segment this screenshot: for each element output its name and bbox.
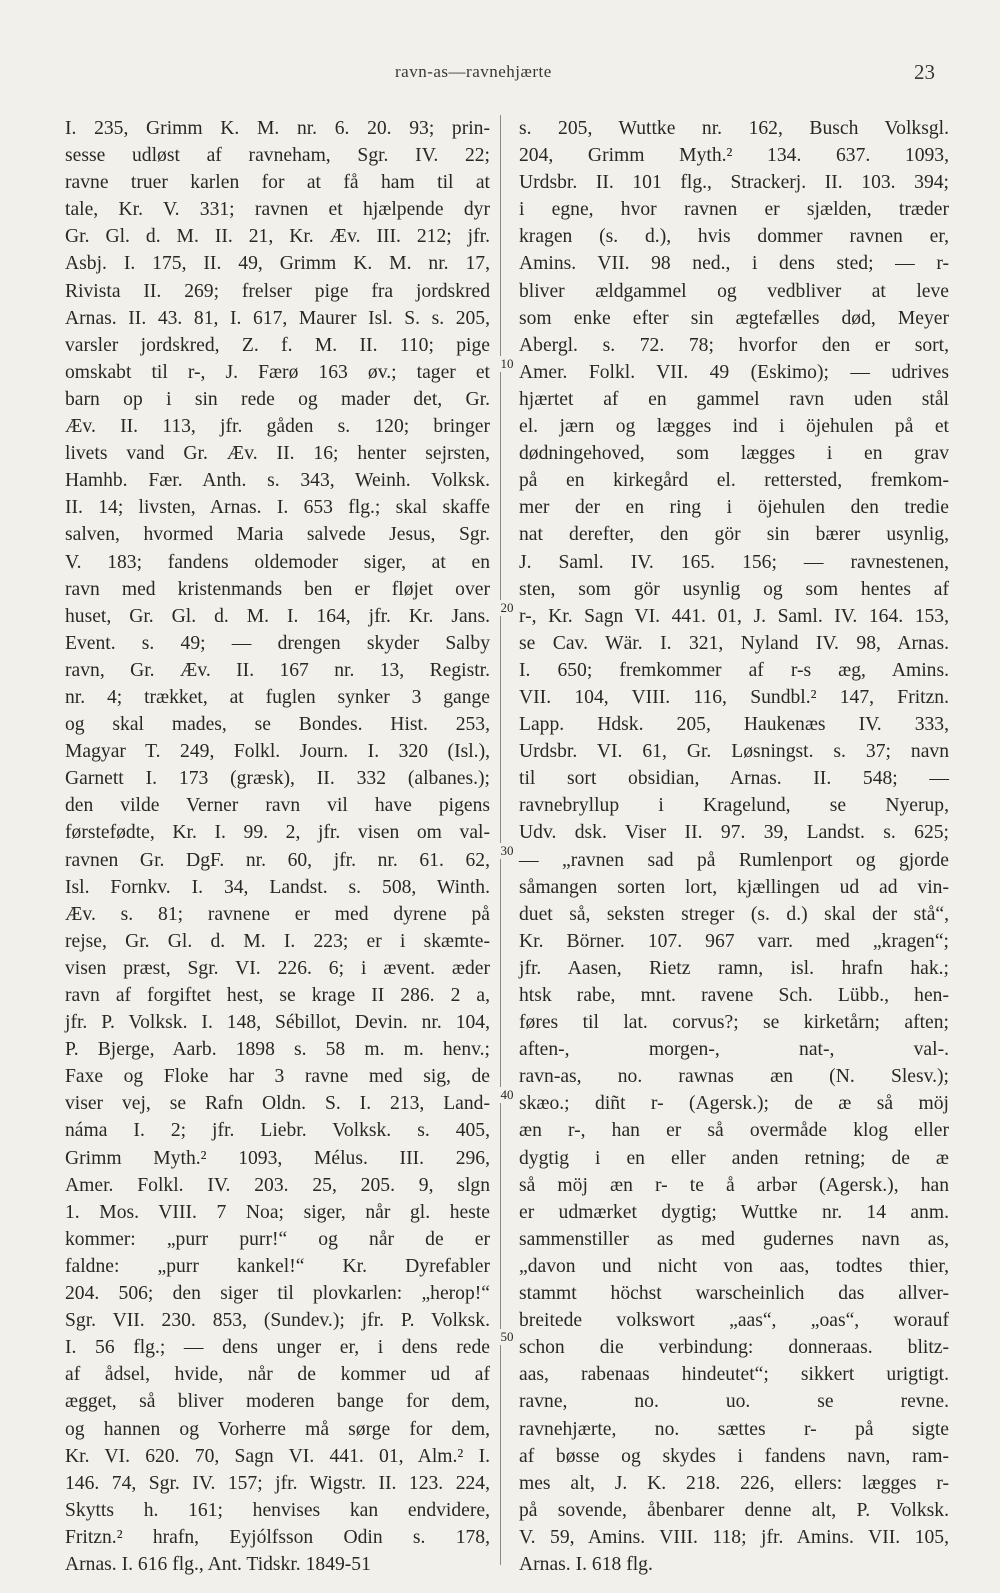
text-line: af ådsel, hvide, når de kommer ud af [65, 1364, 490, 1386]
text-line: æn r-, han er så overmåde klog eller [519, 1120, 949, 1142]
text-line: Kr. VI. 620. 70, Sagn VI. 441. 01, Alm.² I. [65, 1445, 490, 1467]
text-line: kommer: „purr purr!“ og når de er [65, 1228, 490, 1250]
text-line: — „ravnen sad på Rumlenport og gjorde [519, 849, 949, 871]
text-line: mer der en ring i öjehulen den tredie [519, 497, 949, 519]
text-line: viser vej, se Rafn Oldn. S. I. 213, Land- [65, 1093, 490, 1115]
text-line: barn op i sin rede og mader det, Gr. [65, 388, 490, 410]
text-line: er udmærket dygtig; Wuttke nr. 14 anm. [519, 1201, 949, 1223]
text-line: tale, Kr. V. 331; ravnen et hjælpende dyr [65, 199, 490, 221]
text-line: s. 205, Wuttke nr. 162, Busch Volksgl. [519, 118, 949, 139]
text-line: VII. 104, VIII. 116, Sundbl.² 147, Fritzn. [519, 686, 949, 708]
text-line: bliver ældgammel og vedbliver at leve [519, 280, 949, 302]
text-line: hjærtet af en gammel ravn uden stål [519, 388, 949, 410]
text-line: ravn-as, no. rawnas æn (N. Slesv.); [519, 1066, 949, 1088]
text-line: dygtig i en eller anden retning; de æ [519, 1147, 949, 1169]
text-line: r-, Kr. Sagn VI. 441. 01, J. Saml. IV. 164. 153, [519, 605, 949, 627]
text-line: føres til lat. corvus?; se kirketårn; aften; [519, 1012, 949, 1034]
text-line: ravn med kristenmands ben er fløjet over [65, 578, 490, 600]
text-line: V. 183; fandens oldemoder siger, at en [65, 551, 490, 573]
text-line: Lapp. Hdsk. 205, Haukenæs IV. 333, [519, 714, 949, 736]
text-line: Isl. Fornkv. I. 34, Landst. s. 508, Winth. [65, 876, 490, 898]
text-line: Skytts h. 161; henvises kan endvidere, [65, 1499, 490, 1521]
text-line: visen præst, Sgr. VI. 226. 6; i ævent. æder [65, 957, 490, 979]
text-line: htsk rabe, mnt. ravene Sch. Lübb., hen- [519, 985, 949, 1006]
text-line: breitede volkswort „aas“, „oas“, worauf [519, 1310, 949, 1332]
text-line: Amer. Folkl. IV. 203. 25, 205. 9, slgn [65, 1174, 490, 1196]
text-line: Gr. Gl. d. M. II. 21, Kr. Æv. III. 212; jfr. [65, 226, 490, 248]
text-line: 146. 74, Sgr. IV. 157; jfr. Wigstr. II. 123. 224, [65, 1472, 490, 1494]
text-line: kragen (s. d.), hvis dommer ravnen er, [519, 226, 949, 248]
line-number: 40 [494, 1087, 520, 1103]
text-line: Kr. Börner. 107. 967 varr. med „kragen“; [519, 930, 949, 952]
text-line: nr. 4; trækket, at fuglen synker 3 gange [65, 686, 490, 708]
text-line: I. 56 flg.; — dens unger er, i dens rede [65, 1337, 490, 1359]
page-number: 23 [914, 60, 935, 84]
text-line: sesse udløst af ravneham, Sgr. IV. 22; [65, 145, 490, 167]
text-line: ravne truer karlen for at få ham til at [65, 172, 490, 194]
text-line: såmangen sorten lort, kjællingen ud ad vin- [519, 876, 949, 898]
text-line: V. 59, Amins. VIII. 118; jfr. Amins. VII. 105, [519, 1526, 949, 1548]
text-line: ravne, no. uo. se revne. [519, 1391, 949, 1413]
text-line: livets vand Gr. Æv. II. 16; henter sejrsten, [65, 443, 490, 465]
text-line: Hamhb. Fær. Anth. s. 343, Weinh. Volksk. [65, 470, 490, 492]
text-line: ravnen Gr. DgF. nr. 60, jfr. nr. 61. 62, [65, 849, 490, 871]
text-line: førstefødte, Kr. I. 99. 2, jfr. visen om val- [65, 822, 490, 844]
text-line: Arnas. II. 43. 81, I. 617, Maurer Isl. S. s. 205, [65, 307, 490, 329]
text-line: Grimm Myth.² 1093, Mélus. III. 296, [65, 1147, 490, 1169]
text-line: Sgr. VII. 230. 853, (Sundev.); jfr. P. Volksk. [65, 1310, 490, 1332]
text-line: schon die verbindung: donneraas. blitz- [519, 1337, 949, 1359]
text-line: I. 235, Grimm K. M. nr. 6. 20. 93; prin- [65, 118, 490, 139]
text-line: Asbj. I. 175, II. 49, Grimm K. M. nr. 17, [65, 253, 490, 275]
text-line: som enke efter sin ægtefælles død, Meyer [519, 307, 949, 329]
text-line: den vilde Verner ravn vil have pigens [65, 795, 490, 817]
text-line: Abergl. s. 72. 78; hvorfor den er sort, [519, 334, 949, 356]
text-line: så möj æn r- te å arbər (Agersk.), han [519, 1174, 949, 1196]
text-line: P. Bjerge, Aarb. 1898 s. 58 m. m. henv.; [65, 1039, 490, 1061]
text-line: II. 14; livsten, Arnas. I. 653 flg.; skal skaffe [65, 497, 490, 519]
text-line: og hannen og Vorherre må sørge for dem, [65, 1418, 490, 1440]
text-line: omskabt til r-, J. Færø 163 øv.; tager et [65, 361, 490, 383]
text-line: rejse, Gr. Gl. d. M. I. 223; er i skæmte- [65, 930, 490, 952]
text-line: 204, Grimm Myth.² 134. 637. 1093, [519, 145, 949, 167]
text-line: i egne, hvor ravnen er sjælden, træder [519, 199, 949, 221]
text-line: af bøsse og skydes i fandens navn, ram- [519, 1445, 949, 1467]
line-number: 30 [494, 843, 520, 859]
text-line: aften-, morgen-, nat-, val-. [519, 1039, 949, 1061]
right-column [519, 115, 949, 1578]
text-line: ægget, så bliver moderen bange for dem, [65, 1391, 490, 1413]
text-line: Event. s. 49; — drengen skyder Salby [65, 632, 490, 654]
text-line: Faxe og Floke har 3 ravne med sig, de [65, 1066, 490, 1088]
running-title: ravn-as—ravnehjærte [395, 62, 552, 81]
text-line: „davon und nicht von aas, todtes thier, [519, 1255, 949, 1277]
line-number: 50 [494, 1329, 520, 1345]
text-line: huset, Gr. Gl. d. M. I. 164, jfr. Kr. Jans. [65, 605, 490, 627]
text-line: på en kirkegård el. rettersted, fremkom- [519, 470, 949, 492]
text-line: salven, hvormed Maria salvede Jesus, Sgr. [65, 524, 490, 546]
text-line: Æv. II. 113, jfr. gåden s. 120; bringer [65, 416, 490, 438]
text-line: jfr. Aasen, Rietz ramn, isl. hrafn hak.; [519, 957, 949, 979]
text-line: dødningehoved, som lægges i en grav [519, 443, 949, 465]
text-line: duet så, seksten streger (s. d.) skal der stå“, [519, 903, 949, 925]
text-line: Amer. Folkl. VII. 49 (Eskimo); — udrives [519, 361, 949, 383]
text-line: ravnebryllup i Kragelund, se Nyerup, [519, 795, 949, 817]
text-line: 1. Mos. VIII. 7 Noa; siger, når gl. heste [65, 1201, 490, 1223]
text-line: Rivista II. 269; frelser pige fra jordskred [65, 280, 490, 302]
text-line: mes alt, J. K. 218. 226, ellers: lægges r- [519, 1472, 949, 1494]
text-line: faldne: „purr kankel!“ Kr. Dyrefabler [65, 1255, 490, 1277]
text-line: sammenstiller as med gudernes navn as, [519, 1228, 949, 1250]
text-line: sten, som gör usynlig og som hentes af [519, 578, 949, 600]
text-line: på sovende, åbenbarer denne alt, P. Volksk. [519, 1499, 949, 1521]
text-line: skæo.; diñt r- (Agersk.); de æ så möj [519, 1093, 949, 1115]
text-line: 204. 506; den siger til plovkarlen: „herop!“ [65, 1283, 490, 1305]
text-line: stammt höchst warscheinlich das allver- [519, 1283, 949, 1305]
left-column [65, 115, 490, 1578]
text-line: til sort obsidian, Arnas. II. 548; — [519, 768, 949, 790]
text-line: I. 650; fremkommer af r-s æg, Amins. [519, 659, 949, 681]
text-line: varsler jordskred, Z. f. M. II. 110; pige [65, 334, 490, 356]
text-line: aas, rabenaas hindeutet“; sikkert urigtigt. [519, 1364, 949, 1386]
text-line: Æv. s. 81; ravnene er med dyrene på [65, 903, 490, 925]
text-line: nat derefter, den gör sin bærer usynlig, [519, 524, 949, 546]
text-line: Garnett I. 173 (græsk), II. 332 (albanes.); [65, 768, 490, 790]
text-line: Udv. dsk. Viser II. 97. 39, Landst. s. 625; [519, 822, 949, 844]
text-line: jfr. P. Volksk. I. 148, Sébillot, Devin. nr. 104, [65, 1012, 490, 1034]
line-number: 10 [494, 356, 520, 372]
text-line: Urdsbr. II. 101 flg., Strackerj. II. 103. 394; [519, 172, 949, 194]
text-line: Amins. VII. 98 ned., i dens sted; — r- [519, 253, 949, 275]
text-line: Magyar T. 249, Folkl. Journ. I. 320 (Isl.), [65, 741, 490, 763]
text-line: Arnas. I. 618 flg. [519, 1553, 653, 1575]
text-line: el. jærn og lægges ind i öjehulen på et [519, 416, 949, 438]
text-line: og skal mades, se Bondes. Hist. 253, [65, 714, 490, 736]
text-line: ravn af forgiftet hest, se krage II 286. 2 a, [65, 985, 490, 1006]
column-divider [500, 115, 501, 1565]
text-line: ravn, Gr. Æv. II. 167 nr. 13, Registr. [65, 659, 490, 681]
text-line: Urdsbr. VI. 61, Gr. Løsningst. s. 37; navn [519, 741, 949, 763]
text-line: ravnehjærte, no. sættes r- på sigte [519, 1418, 949, 1440]
page-header [0, 62, 1000, 88]
line-number: 20 [494, 600, 520, 616]
text-line: se Cav. Wär. I. 321, Nyland IV. 98, Arnas. [519, 632, 949, 654]
text-line: náma I. 2; jfr. Liebr. Volksk. s. 405, [65, 1120, 490, 1142]
text-line: Arnas. I. 616 flg., Ant. Tidskr. 1849-51 [65, 1553, 371, 1575]
text-line: Fritzn.² hrafn, Eyjólfsson Odin s. 178, [65, 1526, 490, 1548]
text-line: J. Saml. IV. 165. 156; — ravnestenen, [519, 551, 949, 573]
